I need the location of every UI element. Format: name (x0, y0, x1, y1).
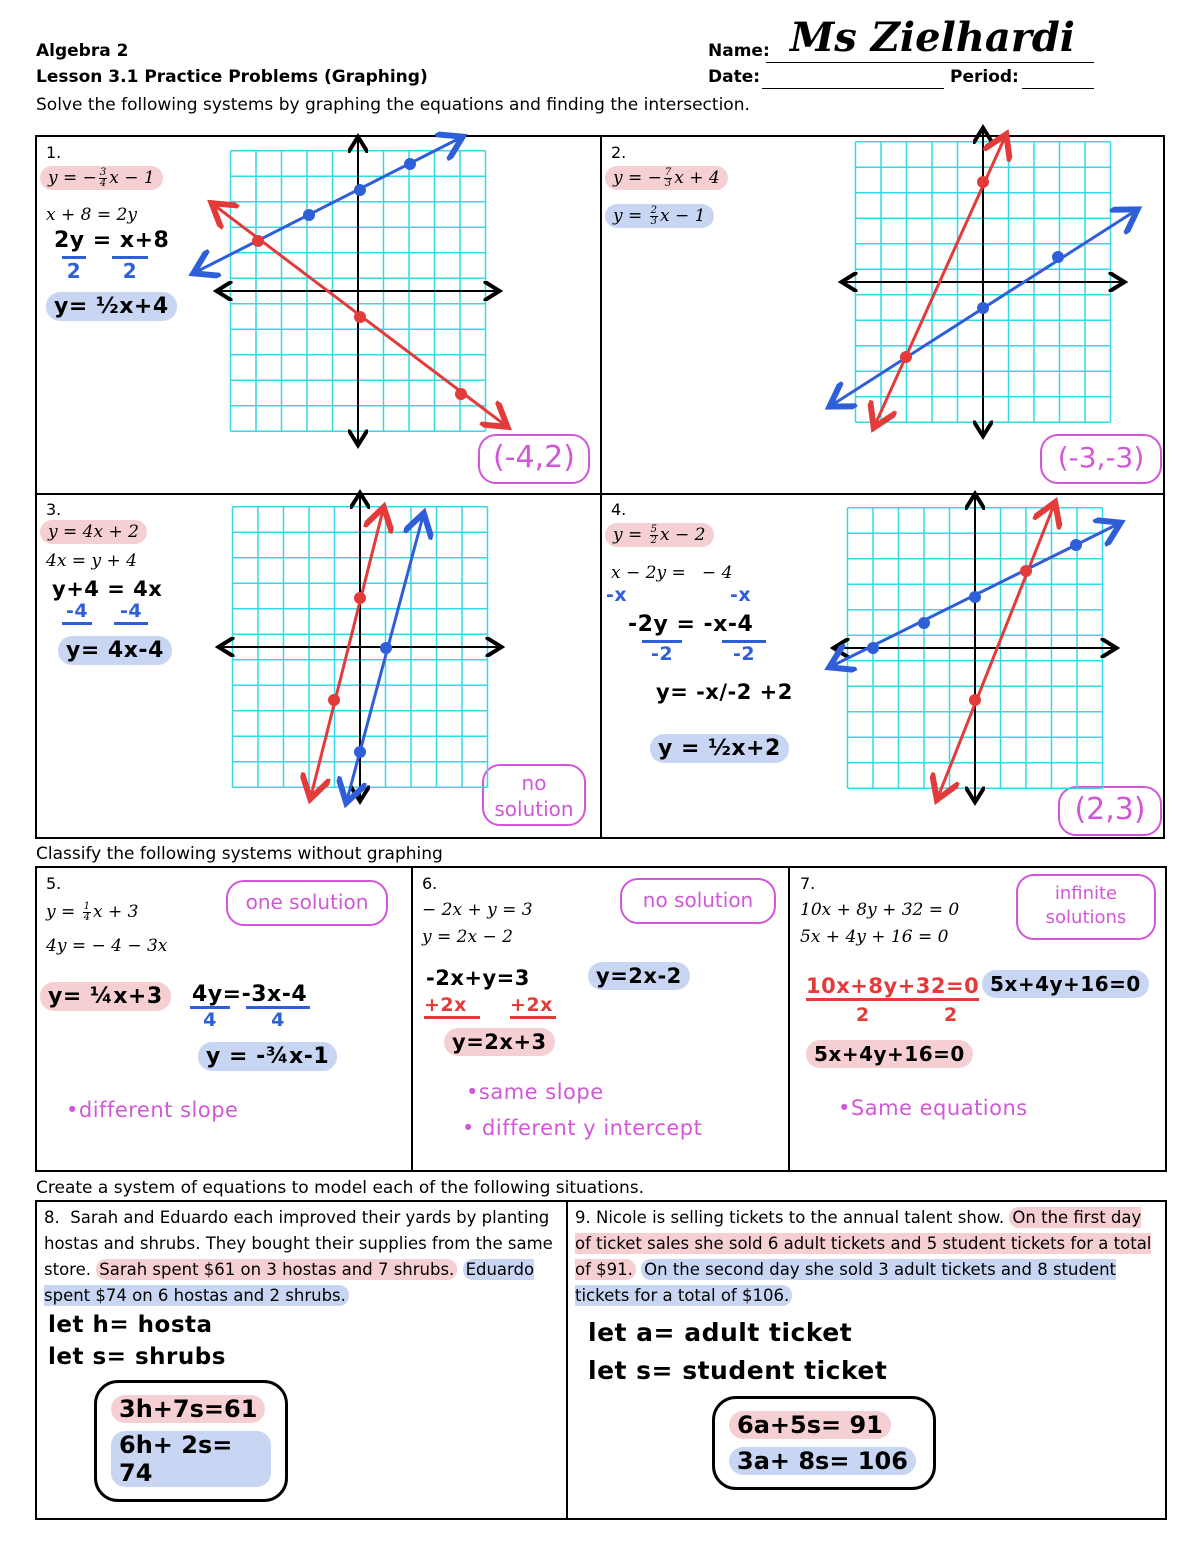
problem-3-work-sub2: -4 (114, 600, 148, 625)
problem-6-note2: • different y intercept (462, 1116, 703, 1140)
problem-4-work-sub1: -x (606, 584, 628, 606)
problem-4-answer: (2,3) (1058, 786, 1162, 836)
graph2-blue-point (977, 302, 989, 314)
problem-5-work-div2: 4 (246, 1006, 310, 1031)
problem-8-text: 8. Sarah and Eduardo each improved their yards by planting hostas and shrubs. They bought their supplies from the same store. Sarah spent $61 on 3 hostas and 7 shrubs. Eduardo spent $74 on 6 hostas and 2 shrubs. (44, 1208, 553, 1305)
problem-9-let2: let s= student ticket (588, 1356, 888, 1385)
problem-3-answer: no solution (482, 764, 586, 826)
section1-instructions: Solve the following systems by graphing the equations and finding the intersection. (36, 95, 750, 115)
problem-5-work-result: y = -¾x-1 (198, 1042, 337, 1071)
graph1-blue-point (404, 158, 416, 170)
graph4-red-point (969, 694, 981, 706)
graph3-blue-point (354, 746, 366, 758)
problem-5-answer: one solution (226, 880, 388, 926)
problem-6-work-add1: +2x (424, 994, 480, 1019)
problem-7-work-result: 5x+4y+16=0 (806, 1040, 973, 1068)
problem-7-eq2: 5x + 4y + 16 = 0 (800, 927, 949, 947)
problem-1-work-div2: 2 (112, 256, 148, 283)
graph2-red-point (977, 176, 989, 188)
graph2-blue-point (1052, 251, 1064, 263)
problem-1-work-div1: 2 (62, 256, 86, 283)
problem-7-note: •Same equations (838, 1096, 1028, 1120)
problem-5-note: •different slope (66, 1098, 239, 1122)
problem-5-eq2: 4y = − 4 − 3x (46, 936, 168, 956)
course-title: Algebra 2 (36, 41, 129, 61)
problem-4-eq1: y = $\frac{5}{2}$ x − 2 (605, 525, 714, 546)
problem-4-work-div2: -2 (722, 640, 766, 665)
graph3-blue-point (380, 642, 392, 654)
problem-9-system-eq2: 3a+ 8s= 106 (729, 1447, 916, 1475)
problem-9-let1: let a= adult ticket (588, 1318, 853, 1347)
graph2-red-point (900, 351, 912, 363)
problem-5-number: 5. (46, 874, 62, 893)
problem-4-work-div1: -2 (642, 640, 682, 665)
problem-5-work-div1: 4 (190, 1006, 230, 1031)
problem-7-work-div2: 2 (944, 1004, 958, 1026)
problem-4-work-sub2: -x (730, 584, 752, 606)
problem-2-answer: (-3,-3) (1040, 434, 1162, 484)
section3-instructions: Create a system of equations to model each of the following situations. (36, 1178, 645, 1198)
name-label: Name: (708, 41, 770, 61)
problem-3-work-result: y= 4x-4 (58, 636, 172, 665)
problem-2-number: 2. (611, 143, 627, 162)
section2-instructions: Classify the following systems without graphing (36, 844, 443, 864)
problem-8-system-eq1: 3h+7s=61 (111, 1395, 265, 1423)
problem-9-highlight-day2: On the second day she sold 3 adult tickets and 8 student tickets for a total of $106. (575, 1260, 1117, 1305)
problem-1-answer: (-4,2) (478, 434, 590, 484)
problem-7-work-line1: 10x+8y+32=0 (806, 974, 979, 1001)
graph1-red-point (354, 311, 366, 323)
problem-8-let2: let s= shrubs (48, 1344, 226, 1370)
problem-9-system-eq1: 6a+5s= 91 (729, 1411, 891, 1439)
graph4-blue-point (969, 591, 981, 603)
problem-6-note1: •same slope (466, 1080, 604, 1104)
problem-9-text: 9. Nicole is selling tickets to the annual talent show. On the first day of ticket sales she sold 6 adult tickets and 5 student tickets for a total of $91. On the second day she sold 3 adult tickets and 8 student tickets for a total of $106. (575, 1208, 1152, 1305)
graph4-red-line (938, 505, 1054, 797)
graph1-blue-point (354, 184, 366, 196)
graph4-blue-point (918, 617, 930, 629)
problem-7-answer: infinite solutions (1016, 874, 1156, 940)
problem-6-eq1: − 2x + y = 3 (422, 900, 533, 920)
graph1-blue-line (196, 138, 460, 272)
problem-2-eq1: y = − $\frac{7}{3}$ x + 4 (605, 168, 728, 189)
problem-9-system (712, 1396, 936, 1490)
graph1-red-point (252, 235, 264, 247)
graph4-blue-point (867, 642, 879, 654)
problem-9-highlight-day1: On the first day of ticket sales she sold 6 adult tickets and 5 student tickets for a total of $91. (575, 1208, 1152, 1279)
graph3-red-line (311, 510, 383, 796)
problem-6-number: 6. (422, 874, 438, 893)
problem-3-eq1: y = 4x + 2 (40, 522, 147, 542)
graph1-red-point (455, 388, 467, 400)
name-signature: Ms Zielhardi (790, 14, 1075, 61)
problem-6-work-eq2: y=2x-2 (588, 962, 690, 990)
problem-6-answer: no solution (620, 878, 776, 924)
date-label: Date: (708, 67, 761, 87)
problem-2-eq2: y = $\frac{2}{3}$ x − 1 (605, 206, 714, 227)
problem-8-highlight-sarah: Sarah spent $61 on 3 hostas and 7 shrubs. (96, 1259, 457, 1280)
problem-1-eq1: y = − $\frac{3}{4}$ x − 1 (40, 168, 163, 189)
problem-6-work-add2: +2x (510, 994, 556, 1019)
graph4-red-point (1020, 565, 1032, 577)
problem-7-number: 7. (800, 874, 816, 893)
problem-4-number: 4. (611, 500, 627, 519)
lesson-title: Lesson 3.1 Practice Problems (Graphing) (36, 67, 428, 87)
problem-1-number: 1. (46, 143, 62, 162)
problem-8-system (94, 1380, 288, 1502)
problem-4-eq2: x − 2y = − 4 (611, 563, 733, 583)
problem-7-eq1: 10x + 8y + 32 = 0 (800, 900, 960, 920)
problem-3-work-line1: y+4 = 4x (52, 577, 163, 601)
graph3-red-point (354, 592, 366, 604)
period-label: Period: (950, 67, 1019, 87)
graph4-blue-point (1070, 539, 1082, 551)
problem-4-work-result: y = ½x+2 (650, 734, 789, 763)
problem-5-work-line2: 4y=-3x-4 (192, 982, 308, 1007)
problem-6-work-line1: -2x+y=3 (426, 966, 530, 990)
problem-5-work-line1: y= ¼x+3 (40, 982, 171, 1011)
problem-8-highlight-eduardo: Eduardo spent $74 on 6 hostas and 2 shrubs. (44, 1260, 535, 1305)
problem-3-work-sub1: -4 (62, 600, 92, 625)
graph3-red-point (328, 694, 340, 706)
problem-7-work-eq2: 5x+4y+16=0 (982, 970, 1149, 998)
problem-3-eq2: 4x = y + 4 (46, 551, 137, 571)
problem-1-eq2: x + 8 = 2y (46, 205, 137, 225)
problem-4-work-line3: y= -x/-2 +2 (656, 680, 793, 704)
problem-1-work-line1: 2y = x+8 (54, 228, 170, 253)
problem-3-number: 3. (46, 500, 62, 519)
problem-5-eq1: y = $\frac{1}{4}$ x + 3 (46, 901, 139, 923)
problem-8-system-eq2: 6h+ 2s= 74 (111, 1431, 271, 1487)
graph1-blue-point (303, 209, 315, 221)
problem-6-eq2: y = 2x − 2 (422, 927, 513, 947)
problem-6-work-result: y=2x+3 (444, 1028, 555, 1056)
problem-4-work-line2: -2y = -x-4 (628, 612, 754, 637)
problem-7-work-div1: 2 (856, 1004, 870, 1026)
problem-8-let1: let h= hosta (48, 1312, 213, 1338)
problem-1-work-result: y= ½x+4 (46, 292, 177, 321)
